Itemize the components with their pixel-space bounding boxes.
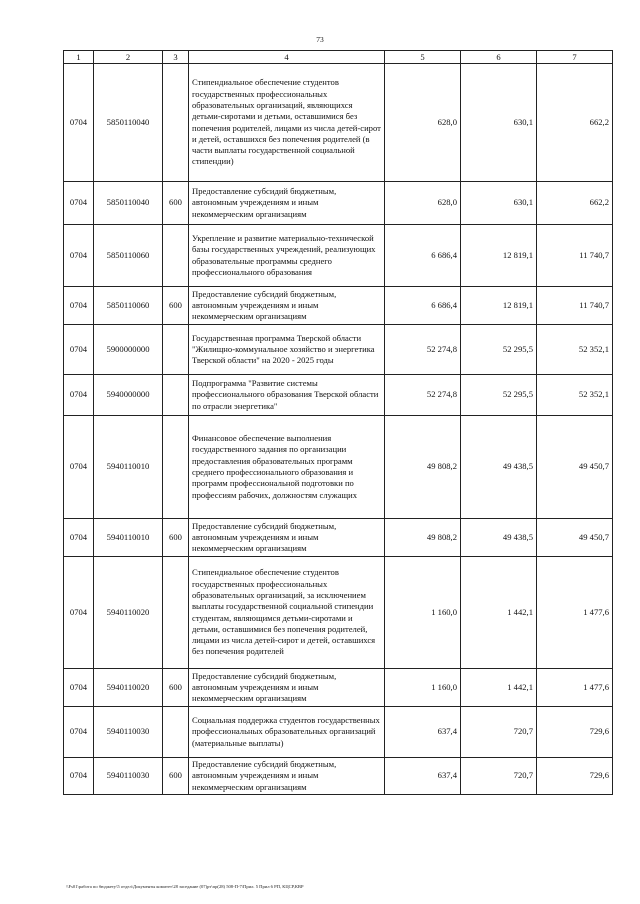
value-col-7: 1 477,6	[537, 557, 613, 669]
value-col-7: 1 477,6	[537, 669, 613, 707]
target-code: 5940110010	[94, 519, 163, 557]
value-col-6: 630,1	[461, 64, 537, 182]
expense-type	[163, 64, 189, 182]
item-name: Предоставление субсидий бюджетным, автономным учреждениям и иным некоммерческим организациям	[189, 519, 385, 557]
value-col-7: 662,2	[537, 64, 613, 182]
expense-type	[163, 416, 189, 519]
value-col-7: 11 740,7	[537, 287, 613, 325]
value-col-5: 637,4	[385, 707, 461, 758]
section-code: 0704	[64, 669, 94, 707]
item-name: Стипендиальное обеспечение студентов государственных профессиональных образовательных организаций, являющихся детьми-сиротами и детьми, оставшимися без попечения родителей, лицами из числа детей-сирот и детей, оставшихся без попечения родителей (в части выплаты государственной социальной стипендии)	[189, 64, 385, 182]
value-col-6: 52 295,5	[461, 325, 537, 375]
item-name: Предоставление субсидий бюджетным, автономным учреждениям и иным некоммерческим организациям	[189, 182, 385, 225]
value-col-6: 12 819,1	[461, 225, 537, 287]
col-header-6: 6	[461, 51, 537, 64]
section-code: 0704	[64, 225, 94, 287]
expense-type	[163, 375, 189, 416]
value-col-6: 49 438,5	[461, 519, 537, 557]
value-col-6: 720,7	[461, 758, 537, 795]
value-col-7: 49 450,7	[537, 519, 613, 557]
col-header-5: 5	[385, 51, 461, 64]
target-code: 5940000000	[94, 375, 163, 416]
value-col-7: 729,6	[537, 758, 613, 795]
value-col-6: 630,1	[461, 182, 537, 225]
expense-type: 600	[163, 519, 189, 557]
table-row	[64, 287, 613, 325]
file-path-footer: \\Fs01\работа по бюджету\5 отдел\Документы комитет\28 заседание (07)рт\пр(28) 508-П-7\Прил. 5 Прил 6 РП, КЦСР,КВР	[66, 884, 304, 889]
table-row	[64, 758, 613, 795]
value-col-5: 6 686,4	[385, 287, 461, 325]
section-code: 0704	[64, 519, 94, 557]
item-name: Укрепление и развитие материально-технической базы государственных учреждений, реализующих образовательные программы среднего профессионального образования	[189, 225, 385, 287]
item-name: Финансовое обеспечение выполнения государственного задания по организации предоставления образовательных программ среднего профессионального образования и программ профессиональной подготовки по профессиям рабочих, должностям служащих	[189, 416, 385, 519]
value-col-5: 6 686,4	[385, 225, 461, 287]
value-col-6: 12 819,1	[461, 287, 537, 325]
target-code: 5940110020	[94, 557, 163, 669]
target-code: 5940110030	[94, 758, 163, 795]
expense-type	[163, 225, 189, 287]
value-col-5: 52 274,8	[385, 325, 461, 375]
value-col-7: 729,6	[537, 707, 613, 758]
item-name: Государственная программа Тверской области "Жилищно-коммунальное хозяйство и энергетика Тверской области" на 2020 - 2025 годы	[189, 325, 385, 375]
value-col-6: 52 295,5	[461, 375, 537, 416]
table-row	[64, 225, 613, 287]
value-col-6: 1 442,1	[461, 669, 537, 707]
value-col-5: 52 274,8	[385, 375, 461, 416]
item-name: Предоставление субсидий бюджетным, автономным учреждениям и иным некоммерческим организациям	[189, 669, 385, 707]
value-col-5: 637,4	[385, 758, 461, 795]
table-row	[64, 325, 613, 375]
section-code: 0704	[64, 416, 94, 519]
col-header-1: 1	[64, 51, 94, 64]
target-code: 5850110040	[94, 64, 163, 182]
col-header-4: 4	[189, 51, 385, 64]
value-col-6: 49 438,5	[461, 416, 537, 519]
value-col-7: 11 740,7	[537, 225, 613, 287]
target-code: 5850110040	[94, 182, 163, 225]
expense-type: 600	[163, 758, 189, 795]
expense-type	[163, 707, 189, 758]
table-row	[64, 64, 613, 182]
value-col-5: 1 160,0	[385, 669, 461, 707]
value-col-5: 628,0	[385, 182, 461, 225]
expense-type	[163, 557, 189, 669]
target-code: 5850110060	[94, 287, 163, 325]
expense-type	[163, 325, 189, 375]
budget-table	[63, 50, 613, 795]
value-col-6: 1 442,1	[461, 557, 537, 669]
expense-type: 600	[163, 669, 189, 707]
target-code: 5940110030	[94, 707, 163, 758]
col-header-3: 3	[163, 51, 189, 64]
table-row	[64, 669, 613, 707]
item-name: Предоставление субсидий бюджетным, автономным учреждениям и иным некоммерческим организациям	[189, 287, 385, 325]
col-header-7: 7	[537, 51, 613, 64]
item-name: Стипендиальное обеспечение студентов государственных профессиональных образовательных организаций, за исключением выплаты государственной социальной стипендии студентам, являющимся детьми-сиротами и детьми, оставшимися без попечения родителей, лицами из числа детей-сирот и детей, оставшихся без попечения родителей	[189, 557, 385, 669]
header-row	[64, 51, 613, 64]
value-col-5: 49 808,2	[385, 416, 461, 519]
section-code: 0704	[64, 287, 94, 325]
section-code: 0704	[64, 325, 94, 375]
table-row	[64, 519, 613, 557]
page-number: 73	[316, 35, 324, 44]
section-code: 0704	[64, 758, 94, 795]
target-code: 5900000000	[94, 325, 163, 375]
section-code: 0704	[64, 707, 94, 758]
value-col-6: 720,7	[461, 707, 537, 758]
section-code: 0704	[64, 375, 94, 416]
target-code: 5850110060	[94, 225, 163, 287]
table-row	[64, 182, 613, 225]
table-row	[64, 557, 613, 669]
value-col-7: 52 352,1	[537, 325, 613, 375]
expense-type: 600	[163, 287, 189, 325]
item-name: Предоставление субсидий бюджетным, автономным учреждениям и иным некоммерческим организациям	[189, 758, 385, 795]
col-header-2: 2	[94, 51, 163, 64]
value-col-7: 52 352,1	[537, 375, 613, 416]
expense-type: 600	[163, 182, 189, 225]
value-col-5: 1 160,0	[385, 557, 461, 669]
section-code: 0704	[64, 557, 94, 669]
section-code: 0704	[64, 182, 94, 225]
target-code: 5940110010	[94, 416, 163, 519]
item-name: Подпрограмма "Развитие системы профессионального образования Тверской области по отрасли энергетика"	[189, 375, 385, 416]
value-col-7: 49 450,7	[537, 416, 613, 519]
table-row	[64, 375, 613, 416]
value-col-7: 662,2	[537, 182, 613, 225]
section-code: 0704	[64, 64, 94, 182]
item-name: Социальная поддержка студентов государственных профессиональных образовательных организаций (материальные выплаты)	[189, 707, 385, 758]
target-code: 5940110020	[94, 669, 163, 707]
value-col-5: 49 808,2	[385, 519, 461, 557]
value-col-5: 628,0	[385, 64, 461, 182]
table-row	[64, 707, 613, 758]
table-row	[64, 416, 613, 519]
